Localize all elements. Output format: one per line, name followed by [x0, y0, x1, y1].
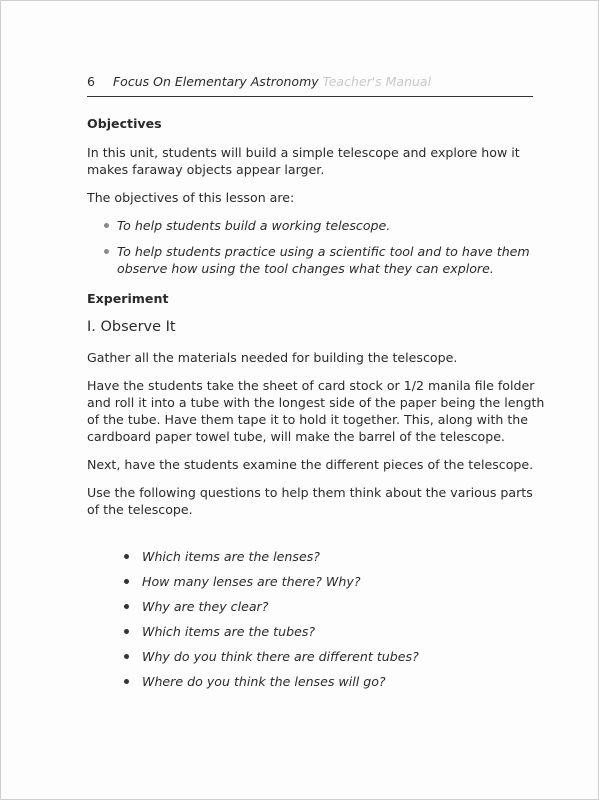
bullet-icon — [124, 604, 129, 609]
page-number: 6 — [87, 74, 95, 89]
observe-it-subheading: I. Observe It — [87, 319, 176, 335]
experiment-paragraph: Have the students take the sheet of card stock or 1/2 manila file folder and roll it into a tube with the longest side of the paper being the length of the tube. Have them tape it to hold it together. This, along with the cardboard paper towel tube, will make the barrel of the telescope. — [87, 378, 545, 444]
question-text: How many lenses are there? Why? — [142, 574, 361, 589]
list-item — [87, 598, 547, 623]
bullet-icon — [104, 249, 109, 254]
experiment-heading: Experiment — [87, 291, 169, 306]
list-item — [87, 243, 547, 277]
objective-text: To help students practice using a scientific tool and to have them observe how using the tool changes what they can explore. — [117, 244, 530, 276]
bullet-icon — [124, 579, 129, 584]
objectives-heading: Objectives — [87, 116, 162, 131]
experiment-paragraph: Use the following questions to help them think about the various parts of the telescope. — [87, 485, 533, 517]
list-item — [87, 548, 547, 573]
question-text: Where do you think the lenses will go? — [142, 674, 386, 689]
bullet-icon — [124, 554, 129, 559]
bullet-icon — [124, 679, 129, 684]
questions-list — [87, 548, 547, 698]
list-item — [87, 648, 547, 673]
list-item — [87, 217, 547, 234]
list-item — [87, 573, 547, 598]
bullet-icon — [104, 223, 109, 228]
question-text: Which items are the tubes? — [142, 624, 316, 639]
objectives-lead: The objectives of this lesson are: — [87, 190, 295, 205]
manual-label: Teacher's Manual — [322, 74, 432, 89]
experiment-paragraph: Gather all the materials needed for building the telescope. — [87, 350, 458, 365]
list-item — [87, 623, 547, 648]
series-title: Focus On Elementary Astronomy — [112, 74, 319, 89]
bullet-icon — [124, 629, 129, 634]
question-text: Why are they clear? — [142, 599, 269, 614]
objectives-intro: In this unit, students will build a simple telescope and explore how it makes faraway objects appear larger. — [87, 145, 520, 177]
bullet-icon — [124, 654, 129, 659]
question-text: Why do you think there are different tubes? — [142, 649, 419, 664]
page-content — [87, 115, 547, 698]
list-item — [87, 673, 547, 698]
objective-text: To help students build a working telescope. — [117, 218, 391, 233]
objectives-list — [87, 217, 547, 277]
experiment-paragraph: Next, have the students examine the different pieces of the telescope. — [87, 457, 534, 472]
running-header — [87, 74, 533, 97]
question-text: Which items are the lenses? — [142, 549, 320, 564]
